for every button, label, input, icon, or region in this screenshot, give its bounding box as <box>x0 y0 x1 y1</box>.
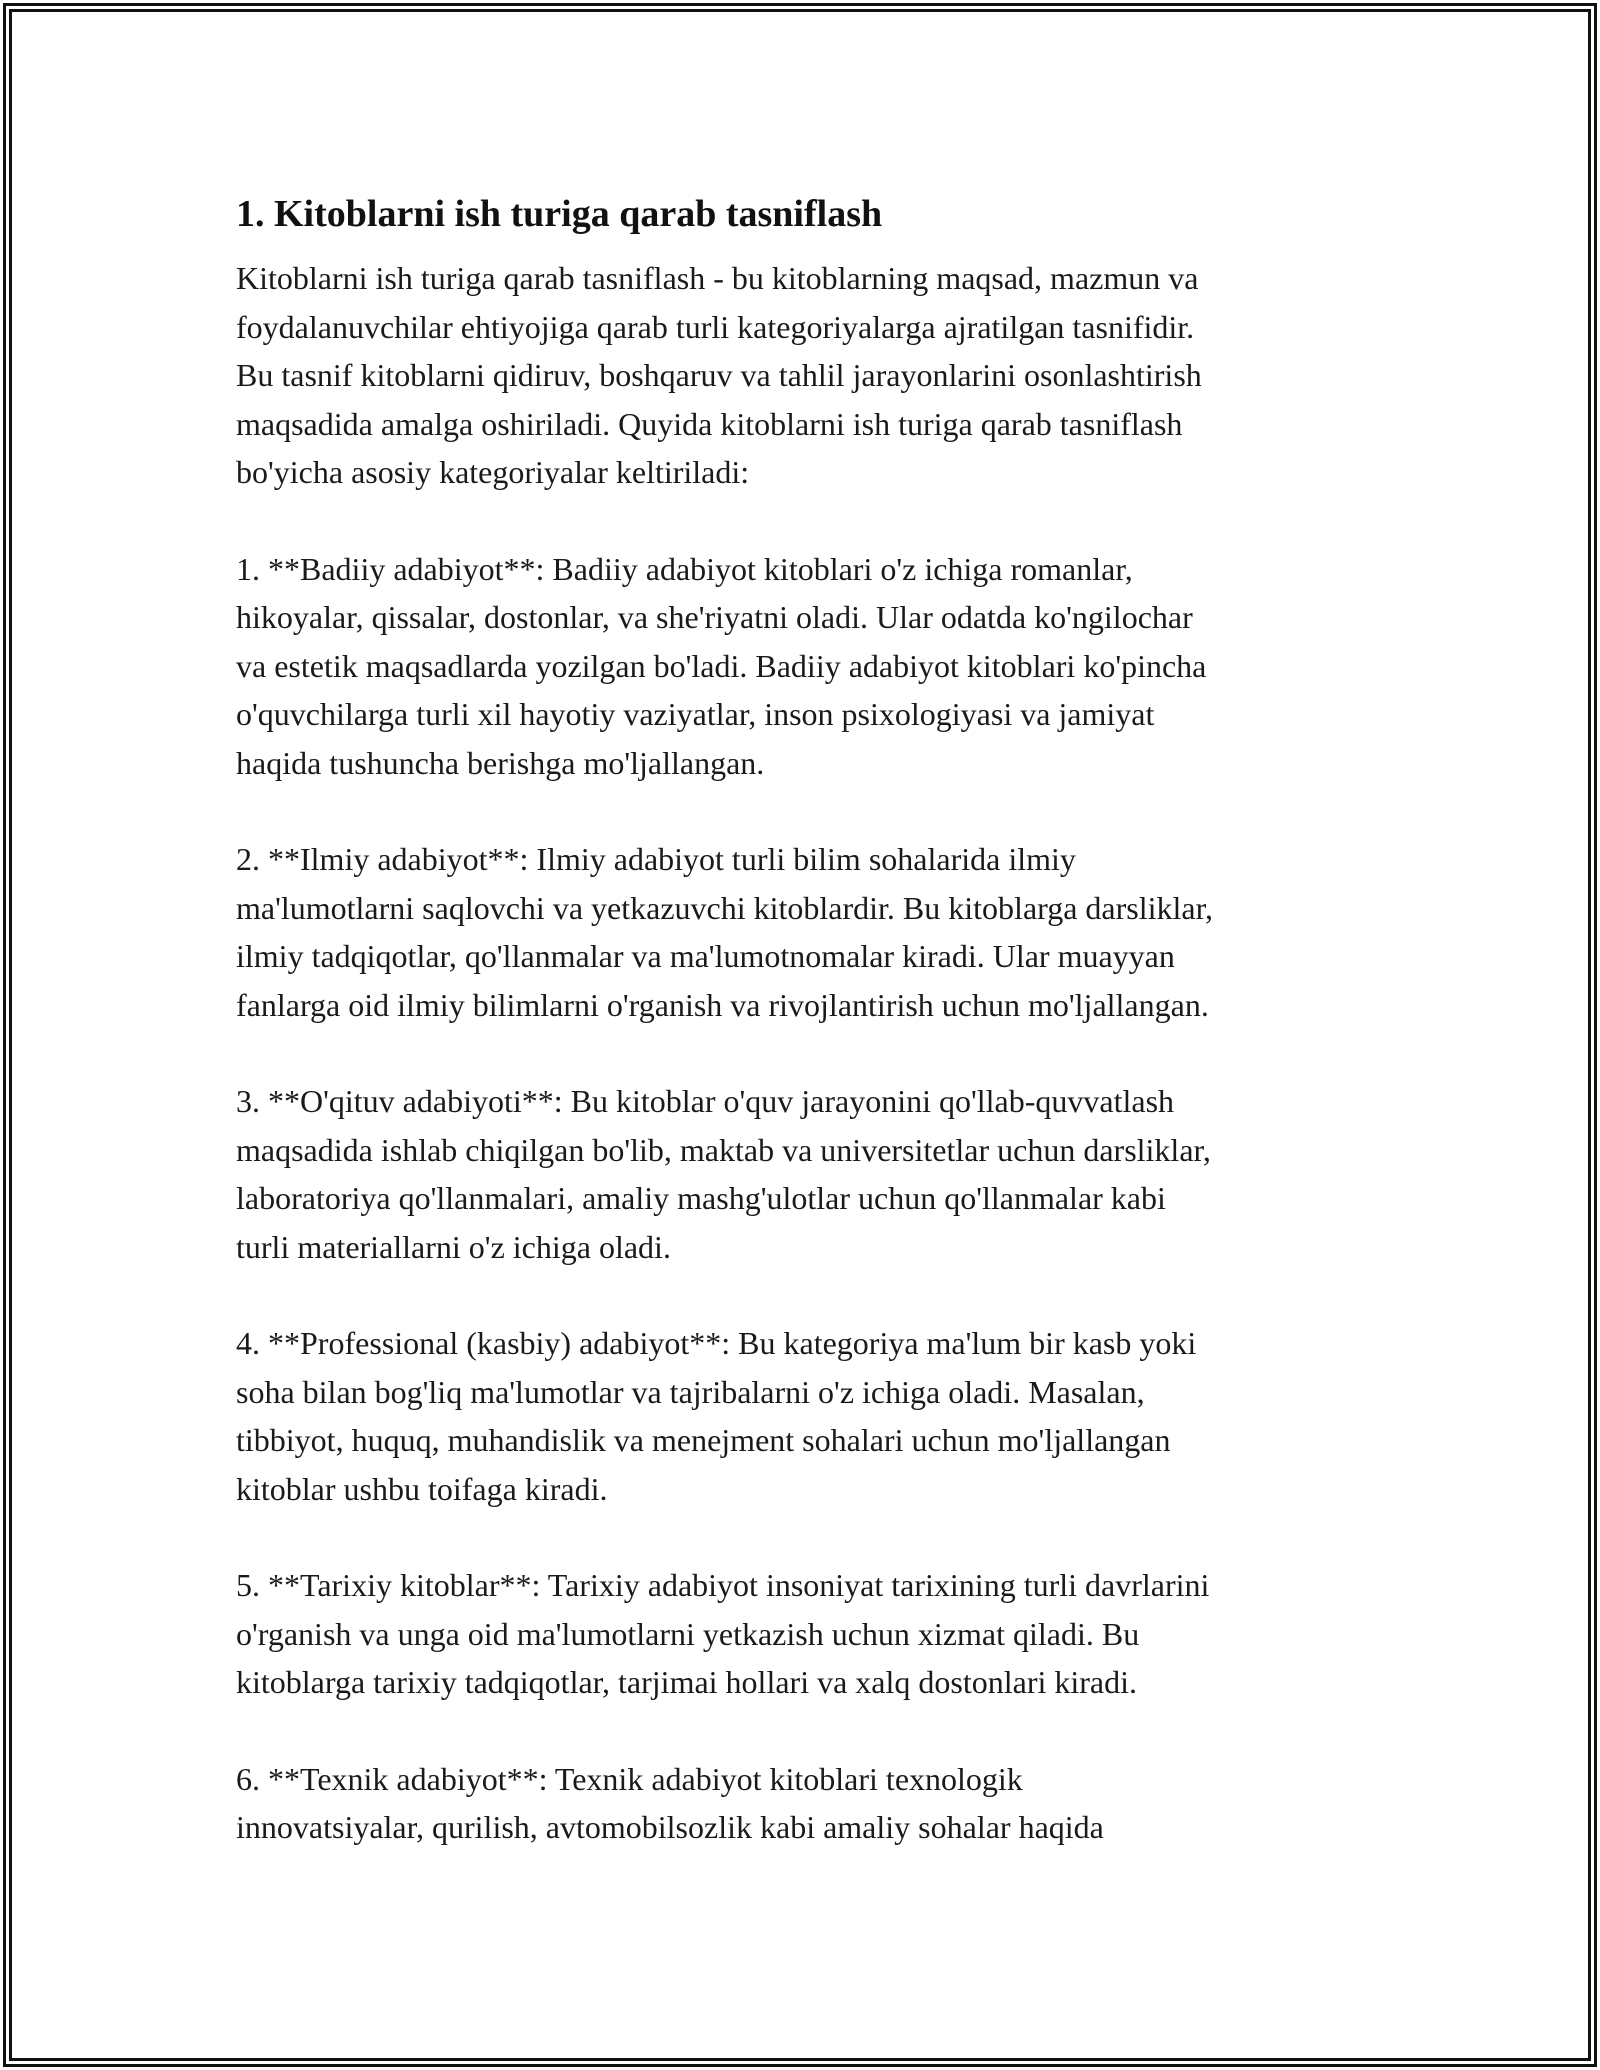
text-line: 6. **Texnik adabiyot**: Texnik adabiyot kitoblari texnologik <box>236 1760 1023 1797</box>
text-line: 2. **Ilmiy adabiyot**: Ilmiy adabiyot turli bilim sohalarida ilmiy <box>236 841 1076 877</box>
document-title: 1. Kitoblarni ish turiga qarab tasniflash <box>236 193 883 235</box>
text-line: haqida tushuncha berishga mo'ljallangan. <box>236 744 765 781</box>
category-item-oqituv <box>236 1077 1386 1271</box>
text-line: kitoblarga tarixiy tadqiqotlar, tarjimai hollari va xalq dostonlari kiradi. <box>236 1664 1137 1700</box>
text-line: foydalanuvchilar ehtiyojiga qarab turli kategoriyalarga ajratilgan tasnifidir. <box>236 308 1195 345</box>
text-line: maqsadida amalga oshiriladi. Quyida kitoblarni ish turiga qarab tasniflash <box>236 405 1183 442</box>
category-item-badiiy <box>236 545 1386 788</box>
text-line: o'quvchilarga turli xil hayotiy vaziyatlar, inson psixologiyasi va jamiyat <box>236 696 1155 732</box>
text-line: 3. **O'qituv adabiyoti**: Bu kitoblar o'quv jarayonini qo'llab-quvvatlash <box>236 1083 1175 1119</box>
text-line: ilmiy tadqiqotlar, qo'llanmalar va ma'lumotnomalar kiradi. Ular muayyan <box>236 938 1175 974</box>
document-body <box>236 186 1386 1900</box>
text-line: laboratoriya qo'llanmalari, amaliy mashg'ulotlar uchun qo'llanmalar kabi <box>236 1180 1166 1216</box>
category-item-texnik <box>236 1755 1386 1852</box>
text-line: 4. **Professional (kasbiy) adabiyot**: Bu kategoriya ma'lum bir kasb yoki <box>236 1325 1197 1361</box>
text-line: maqsadida ishlab chiqilgan bo'lib, maktab va universitetlar uchun darsliklar, <box>236 1131 1211 1168</box>
category-item-professional <box>236 1319 1386 1513</box>
text-line: ma'lumotlarni saqlovchi va yetkazuvchi kitoblardir. Bu kitoblarga darsliklar, <box>236 889 1213 926</box>
text-line: o'rganish va unga oid ma'lumotlarni yetkazish uchun xizmat qiladi. Bu <box>236 1615 1140 1652</box>
category-item-tarixiy <box>236 1561 1386 1707</box>
intro-paragraph <box>236 254 1386 497</box>
text-line: bo'yicha asosiy kategoriyalar keltiriladi: <box>236 454 750 490</box>
text-line: soha bilan bog'liq ma'lumotlar va tajribalarni o'z ichiga oladi. Masalan, <box>236 1373 1145 1410</box>
text-line: Bu tasnif kitoblarni qidiruv, boshqaruv va tahlil jarayonlarini osonlashtirish <box>236 357 1202 393</box>
text-line: turli materiallarni o'z ichiga oladi. <box>236 1228 671 1265</box>
text-line: hikoyalar, qissalar, dostonlar, va she'riyatni oladi. Ular odatda ko'ngilochar <box>236 599 1193 635</box>
text-line: 5. **Tarixiy kitoblar**: Tarixiy adabiyot insoniyat tarixining turli davrlarini <box>236 1567 1210 1603</box>
text-line: innovatsiyalar, qurilish, avtomobilsozlik kabi amaliy sohalar haqida <box>236 1809 1104 1845</box>
text-line: Kitoblarni ish turiga qarab tasniflash - bu kitoblarning maqsad, mazmun va <box>236 260 1199 296</box>
text-line: tibbiyot, huquq, muhandislik va menejment sohalari uchun mo'ljallangan <box>236 1422 1171 1458</box>
text-line: fanlarga oid ilmiy bilimlarni o'rganish va rivojlantirish uchun mo'ljallangan. <box>236 986 1209 1023</box>
text-line: kitoblar ushbu toifaga kiradi. <box>236 1470 608 1507</box>
text-line: va estetik maqsadlarda yozilgan bo'ladi. Badiiy adabiyot kitoblari ko'pincha <box>236 647 1207 684</box>
text-line: 1. **Badiiy adabiyot**: Badiiy adabiyot kitoblari o'z ichiga romanlar, <box>236 550 1133 587</box>
category-item-ilmiy <box>236 835 1386 1029</box>
